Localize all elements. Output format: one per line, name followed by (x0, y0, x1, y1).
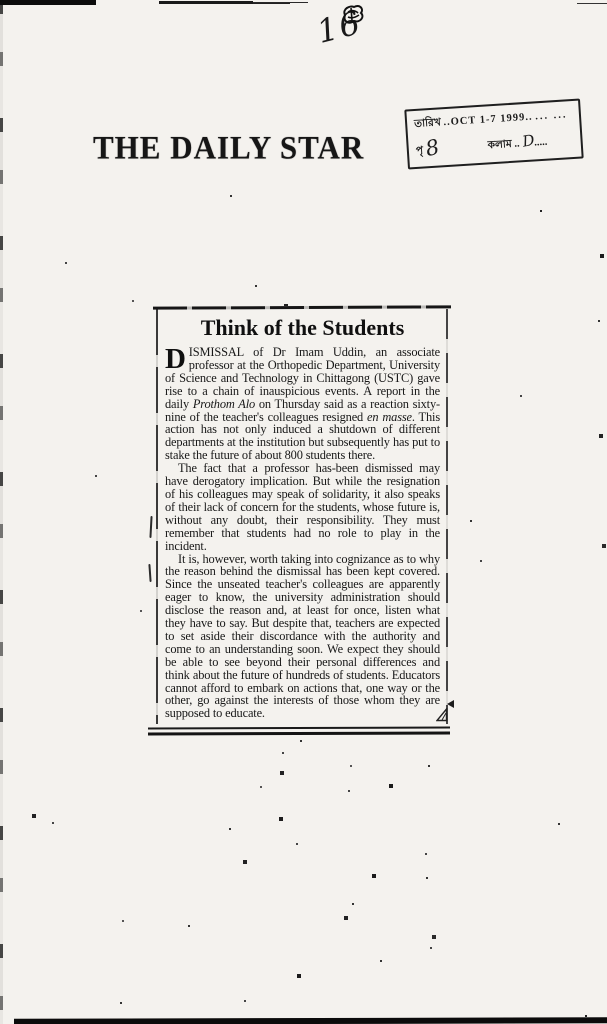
pen-mark-triangle (436, 708, 448, 727)
handwritten-page-number: 16 (313, 3, 366, 51)
clipping-content (156, 306, 448, 736)
stamp-page-number-handwritten: 8 (423, 134, 442, 162)
news-clipping (156, 306, 448, 736)
pen-scribble-icon (340, 4, 366, 37)
stamp-column-value-handwritten: D (520, 130, 536, 151)
stamp-column-dots-pre: .. (514, 138, 520, 150)
stamp-date-value: ..OCT 1-7 1999.. (443, 111, 533, 129)
paragraph-text: on Thursday said as a reaction sixty-nine of the teacher's colleagues resigned (165, 396, 440, 424)
italic-publication-name: Prothom Alo (192, 396, 256, 411)
scan-edge-top (0, 0, 96, 5)
stamp-column-label: কলাম (487, 138, 513, 152)
article-body (165, 343, 440, 721)
article-title: Think of the Students (200, 314, 405, 341)
italic-phrase: en masse (367, 409, 412, 424)
masthead-title: THE DAILY STAR (93, 128, 365, 167)
paragraph-text: . This action has not only induced a shutdown of different departments at the institution but subsequently has put to stake the future of about 800 students there. (165, 409, 440, 463)
margin-pen-stroke (148, 564, 151, 582)
stamp-page-label: পৃ (415, 145, 424, 157)
clipping-border-right (446, 309, 448, 724)
stamp-date-trailing-dots: ... ... (534, 109, 568, 123)
drop-cap: D (165, 343, 186, 375)
stamp-column-group (487, 131, 548, 156)
paragraph-text: ISMISSAL of Dr Imam Uddin, an associate professor at the Orthopedic Department, University of Science and Technology in Chittagong (USTC) gave rise to a chain of inauspicious events. A report in the daily (165, 345, 440, 411)
pen-mark-arrow (447, 700, 454, 708)
scan-noise-specks (0, 0, 2, 2)
stamp-date-label: তারিখ (413, 117, 442, 130)
clipping-border-left (156, 309, 158, 724)
scan-edge-bottom (14, 1017, 607, 1024)
scan-edge-left (0, 0, 3, 1024)
article-paragraph-1 (165, 343, 440, 463)
article-paragraph-2: The fact that a professor has-been dismissed may have derogatory implication. But while the resignation of his colleagues may speak of solidarity, it also speaks of their lack of concern for the students, whose future is, without any doubt, their responsibility. They must remember that students had no role to play in the incident. (165, 461, 440, 553)
margin-pen-stroke (149, 516, 152, 538)
article-paragraph-3: It is, however, worth taking into cognizance as to why the reason behind the dismissal has been kept covered. Since the unseated teacher's colleagues are apparently eager to know, the university administration should disclose the reason and, at least for once, listen what they have to say. But despite that, teachers are expected to set aside their discordance with the authority and come to an understanding soon. We expect they should be able to see beyond their personal differences and think about the future of hundreds of students. Educators cannot afford to embark on actions that, one way or the other, go against the interests of those whom they are supposed to educate. (165, 551, 440, 721)
stamp-column-dots-post: ..... (533, 136, 548, 149)
date-stamp-box (404, 99, 583, 170)
